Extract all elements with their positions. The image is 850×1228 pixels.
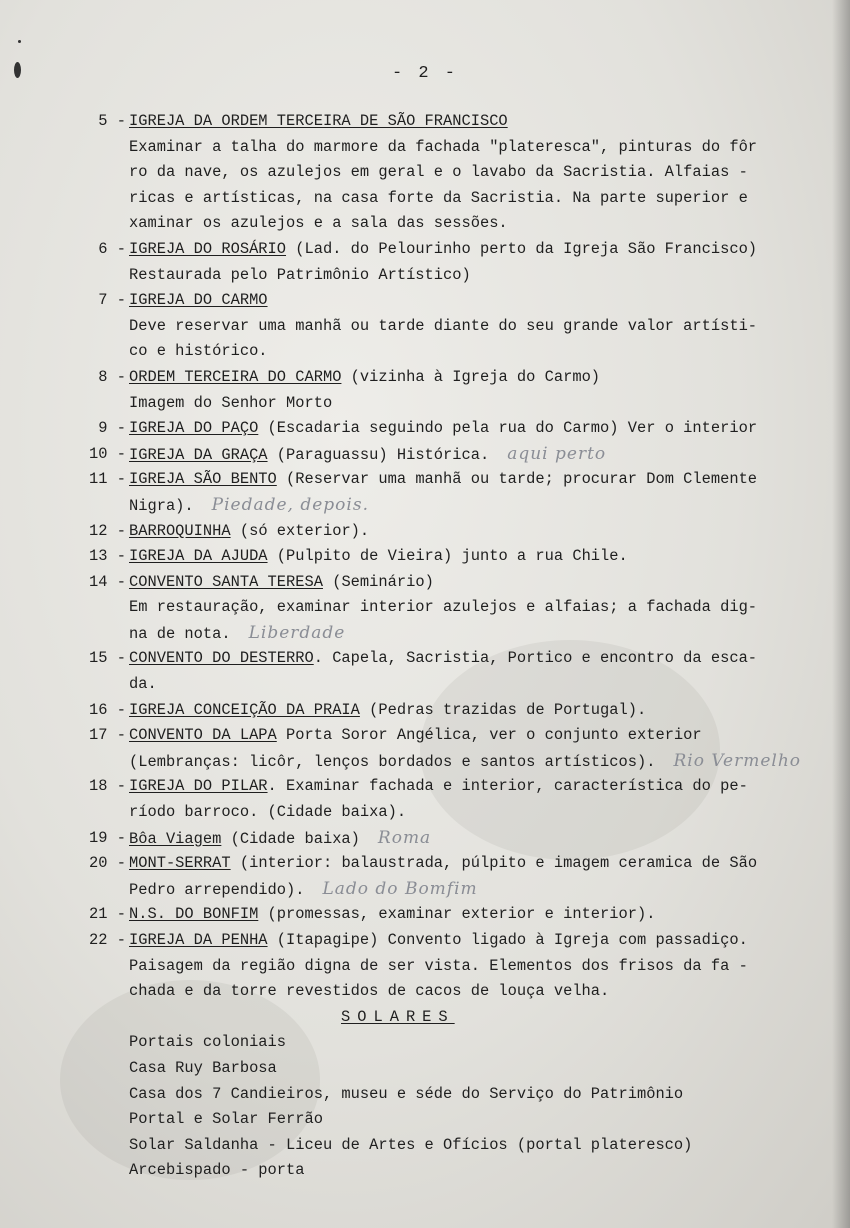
text-line: [0, 442, 850, 468]
item-text: Pedro arrependido).: [129, 880, 305, 899]
item-number: 8 -: [98, 367, 126, 386]
item-number: 11 -: [89, 470, 126, 489]
item-title: MONT-SERRAT: [129, 854, 231, 873]
item-text: Porta Soror Angélica, ver o conjunto exterior: [276, 726, 702, 745]
page-number: - 2 -: [391, 64, 458, 83]
item-title: IGREJA SÃO BENTO: [129, 470, 277, 489]
text-line: [0, 263, 850, 289]
item-text: (Seminário): [322, 572, 434, 591]
text-line: [0, 519, 850, 545]
text-line: [0, 544, 850, 570]
solar-item: Casa dos 7 Candieiros, museu e séde do Serviço do Patrimônio: [129, 1084, 684, 1103]
handwritten-note: Rio Vermelho: [673, 750, 802, 771]
list-item: [0, 723, 850, 774]
item-text: (Cidade baixa): [221, 829, 360, 848]
text-line: [0, 365, 850, 391]
item-text: (Lad. do Pelourinho perto da Igreja São Francisco): [286, 239, 758, 258]
item-number: 9 -: [98, 419, 126, 438]
text-line: [0, 467, 850, 493]
item-text: (vizinha à Igreja do Carmo): [341, 367, 601, 386]
item-text: Em restauração, examinar interior azulejos e alfaias; a fachada dig-: [129, 598, 758, 617]
list-item: [0, 109, 850, 237]
solar-item: Portal e Solar Ferrão: [129, 1110, 323, 1129]
item-text: Examinar a talha do marmore da fachada "plateresca", pinturas do fôr: [129, 137, 758, 156]
text-line: [0, 800, 850, 826]
item-text: Paisagem da região digna de ser vista. Elementos dos frisos da fa -: [129, 956, 748, 975]
item-text: (só exterior).: [230, 521, 370, 540]
item-number: 20 -: [89, 854, 126, 873]
text-line: [0, 979, 850, 1005]
item-title: BARROQUINHA: [129, 521, 231, 540]
text-line: [0, 902, 850, 928]
item-text: Restaurada pelo Patrimônio Artístico): [129, 265, 471, 284]
text-line: [0, 493, 850, 519]
text-line: [0, 749, 850, 775]
item-number: 16 -: [89, 700, 126, 719]
text-line: [0, 954, 850, 980]
item-text: . Examinar fachada e interior, característica do pe-: [267, 777, 748, 796]
paper-speck: [18, 40, 21, 43]
item-text: (Reservar uma manhã ou tarde; procurar Dom Clemente: [276, 470, 758, 489]
item-text: Nigra).: [129, 496, 194, 515]
text-line: [0, 698, 850, 724]
solar-item: Solar Saldanha - Liceu de Artes e Ofícios (portal plateresco): [129, 1135, 693, 1154]
solar-item: Casa Ruy Barbosa: [129, 1058, 277, 1077]
solares-section: [0, 1005, 850, 1184]
text-line: [0, 595, 850, 621]
item-title: IGREJA CONCEIÇÃO DA PRAIA: [129, 700, 360, 719]
section-title: SOLARES: [341, 1007, 455, 1026]
list-item: [0, 442, 850, 468]
item-text: na de nota.: [129, 624, 231, 643]
church-list: [0, 109, 850, 1184]
text-line: [0, 109, 850, 135]
item-text: ricas e artísticas, na casa forte da Sacristia. Na parte superior e: [129, 188, 748, 207]
list-item: [0, 646, 850, 697]
item-title: IGREJA DO PILAR: [129, 777, 268, 796]
list-item: [0, 365, 850, 416]
item-title: N.S. DO BONFIM: [129, 905, 259, 924]
handwritten-note: Liberdade: [248, 622, 346, 643]
handwritten-note: aqui perto: [507, 443, 607, 464]
item-text: Imagem do Senhor Morto: [129, 393, 333, 412]
item-title: IGREJA DO ROSÁRIO: [129, 239, 287, 258]
item-number: 19 -: [89, 828, 126, 847]
item-title: IGREJA DA AJUDA: [129, 547, 268, 566]
item-title: IGREJA DA GRAÇA: [129, 445, 268, 464]
text-line: [0, 851, 850, 877]
item-text: co e histórico.: [129, 342, 268, 361]
item-title: IGREJA DA PENHA: [129, 931, 268, 949]
text-line: [0, 160, 850, 186]
item-text: (Pedras trazidas de Portugal).: [359, 700, 647, 719]
item-title: IGREJA DO CARMO: [129, 291, 268, 310]
solar-item: Arcebispado - porta: [129, 1161, 305, 1180]
item-number: 10 -: [89, 444, 126, 463]
text-line: [0, 646, 850, 672]
item-number: 22 -: [89, 931, 126, 949]
handwritten-note: Roma: [377, 827, 432, 848]
list-item: [0, 902, 850, 928]
item-text: (promessas, examinar exterior e interior).: [258, 905, 656, 924]
item-number: 12 -: [89, 521, 126, 540]
item-number: 21 -: [89, 905, 126, 924]
item-number: 15 -: [89, 649, 126, 668]
item-title: CONVENTO SANTA TERESA: [129, 572, 323, 591]
text-line: [0, 211, 850, 237]
item-text: (interior: balaustrada, púlpito e imagem ceramica de São: [230, 854, 758, 873]
text-line: [0, 621, 850, 647]
list-item: [0, 416, 850, 442]
item-number: 18 -: [89, 777, 126, 796]
text-line: [0, 774, 850, 800]
text-line: [0, 672, 850, 698]
text-line: [0, 391, 850, 417]
item-text: da.: [129, 675, 157, 694]
list-item: [0, 544, 850, 570]
text-line: [0, 339, 850, 365]
text-line: [0, 288, 850, 314]
list-item: [0, 774, 850, 825]
text-line: [0, 826, 850, 852]
list-item: [0, 288, 850, 365]
text-line: [0, 723, 850, 749]
item-number: 13 -: [89, 547, 126, 566]
item-number: 5 -: [98, 112, 126, 130]
item-number: 7 -: [98, 291, 126, 310]
text-line: [0, 135, 850, 161]
item-text: (Itapagipe) Convento ligado à Igreja com passadiço.: [267, 931, 748, 949]
text-line: [0, 877, 850, 903]
text-line: [0, 237, 850, 263]
handwritten-note: Lado do Bomfim: [322, 878, 478, 899]
text-line: [0, 314, 850, 340]
item-text: . Capela, Sacristia, Portico e encontro da esca-: [313, 649, 758, 668]
item-title: CONVENTO DO DESTERRO: [129, 649, 314, 668]
item-text: (Pulpito de Vieira) junto a rua Chile.: [267, 547, 628, 566]
item-number: 6 -: [98, 239, 126, 258]
text-line: [0, 928, 850, 954]
item-title: ORDEM TERCEIRA DO CARMO: [129, 367, 342, 386]
item-title: Bôa Viagem: [129, 829, 222, 848]
item-text: chada e da torre revestidos de cacos de louça velha.: [129, 982, 610, 1001]
item-title: IGREJA DA ORDEM TERCEIRA DE SÃO FRANCISCO: [129, 112, 508, 130]
solar-item: Portais coloniais: [129, 1033, 287, 1052]
item-text: (Lembranças: licôr, lenços bordados e santos artísticos).: [129, 752, 656, 771]
list-item: [0, 851, 850, 902]
list-item: [0, 570, 850, 647]
list-item: [0, 237, 850, 288]
item-text: ro da nave, os azulejos em geral e o lavabo da Sacristia. Alfaias -: [129, 163, 748, 182]
list-item: [0, 698, 850, 724]
item-text: xaminar os azulejos e a sala das sessões.: [129, 214, 508, 233]
list-item: [0, 467, 850, 518]
handwritten-note: Piedade, depois.: [211, 494, 369, 515]
text-line: [0, 416, 850, 442]
item-title: IGREJA DO PAÇO: [129, 419, 259, 438]
item-number: 17 -: [89, 726, 126, 745]
item-title: CONVENTO DA LAPA: [129, 726, 277, 745]
item-text: (Escadaria seguindo pela rua do Carmo) Ver o interior: [258, 419, 758, 438]
list-item: [0, 928, 850, 1005]
item-text: ríodo barroco. (Cidade baixa).: [129, 803, 407, 822]
item-text: (Paraguassu) Histórica.: [267, 445, 490, 464]
text-line: [0, 186, 850, 212]
list-item: [0, 519, 850, 545]
text-line: [0, 570, 850, 596]
list-item: [0, 826, 850, 852]
item-number: 14 -: [89, 572, 126, 591]
item-text: Deve reservar uma manhã ou tarde diante do seu grande valor artísti-: [129, 316, 758, 335]
